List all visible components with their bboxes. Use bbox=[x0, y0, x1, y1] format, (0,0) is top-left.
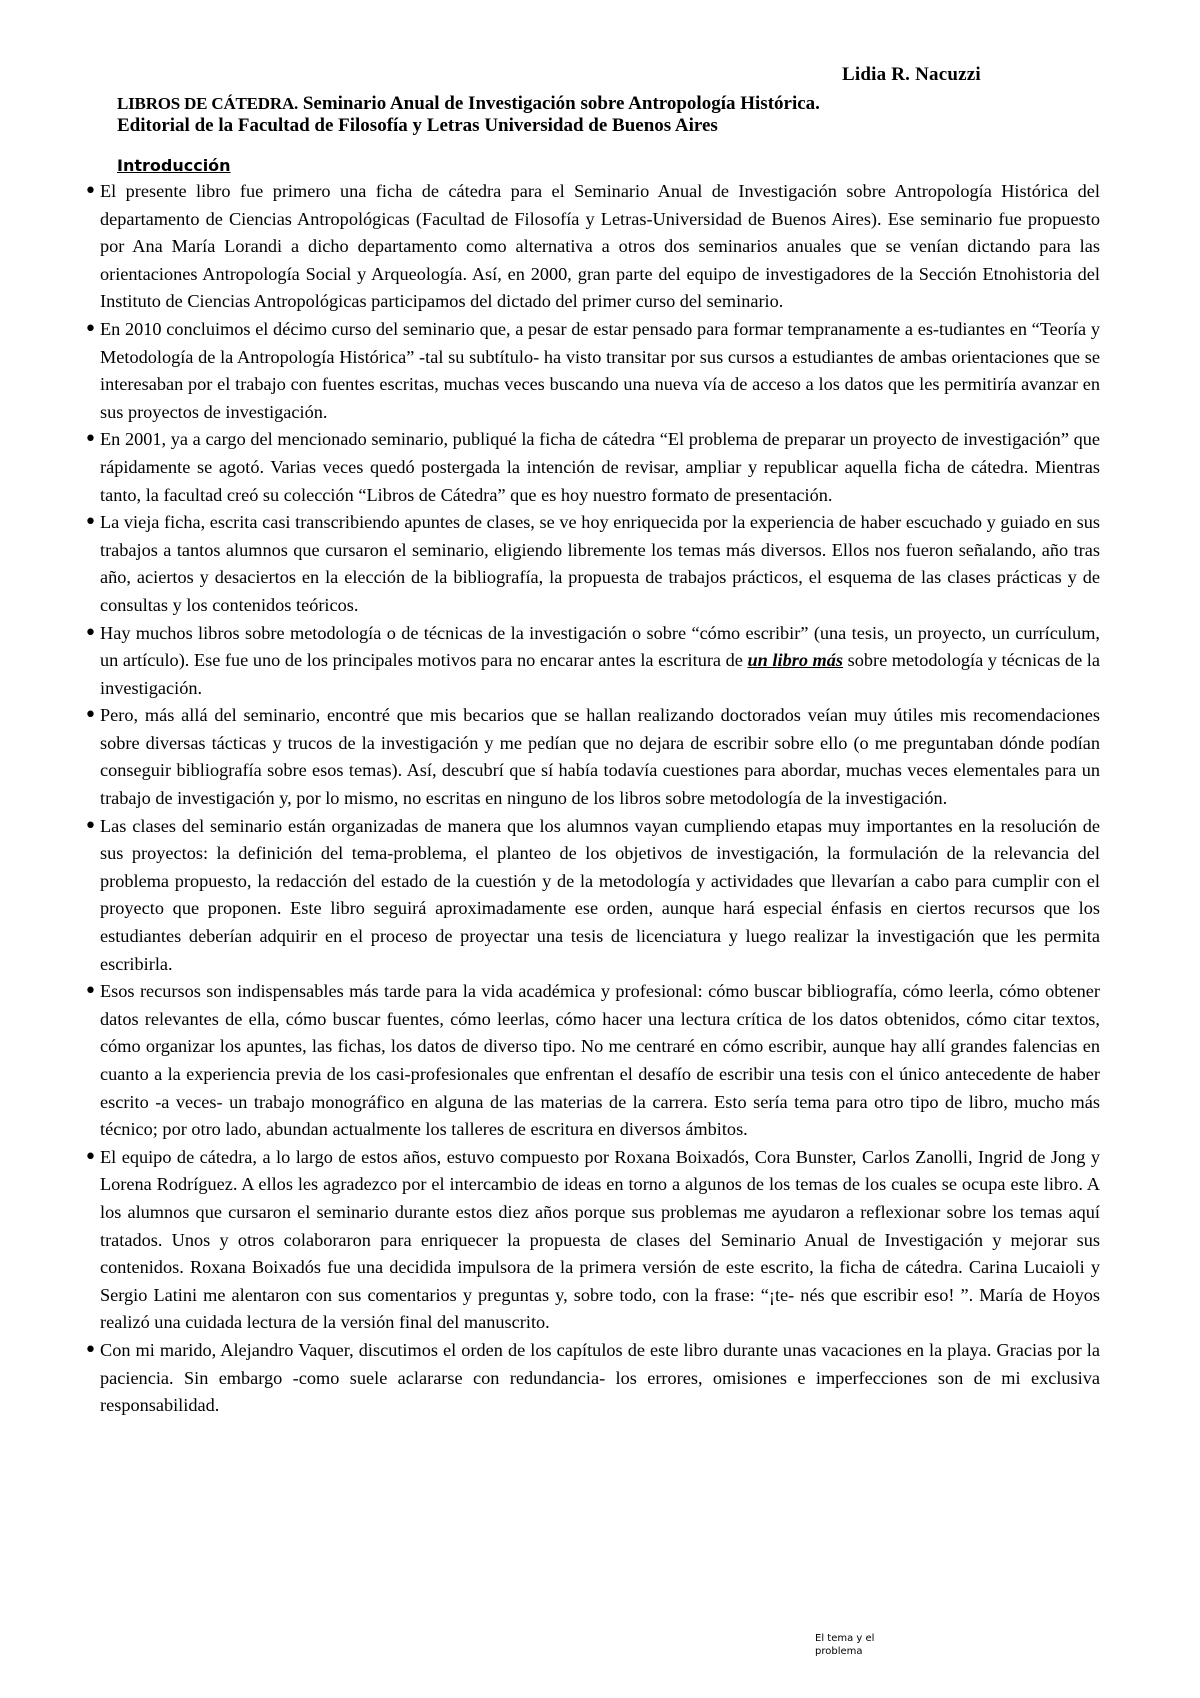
paragraph-1: • El presente libro fue primero una ficha de cátedra para el Seminario Anual de Investigación sobre Antropología Histórica del departamento de Ciencias Antropológicas (Facultad de Filosofía y Letras-Universidad de Buenos Aires). Ese seminario fue propuesto por Ana María Lorandi a dicho departamento como alternativa a otros dos seminarios anuales que se venían dictando para las orientaciones Antropología Social y Arqueología. Así, en 2000, gran parte del equipo de investigadores de la Sección Etnohistoria del Instituto de Ciencias Antropológicas participamos del dictado del primer curso del seminario. bbox=[84, 178, 1100, 316]
paragraph-5-text-end: sobre metodología y técnicas de la investigación. bbox=[100, 650, 1100, 698]
paragraph-6: • Pero, más allá del seminario, encontré que mis becarios que se hallan realizando doctorados veían muy útiles mis recomendaciones sobre diversas tácticas y trucos de la investigación y me pedían que no dejara de escribir sobre ello (o me preguntaban dónde podían conseguir bibliografía sobre esos temas). Así, descubrí que sí había todavía cuestiones para abordar, muchas veces elementales para un trabajo de investigación y, por lo mismo, no escritas en ninguno de los libros sobre metodología de la investigación. bbox=[84, 702, 1100, 812]
seminar-title: Seminario Anual de Investigación sobre Antropología Histórica. bbox=[298, 93, 820, 114]
paragraph-4: • La vieja ficha, escrita casi transcribiendo apuntes de clases, se ve hoy enriquecida por la experiencia de haber escuchado y guiado en sus trabajos a tantos alumnos que cursaron el seminario, eligiendo libremente los temas más diversos. Ellos nos fueron señalando, año tras año, aciertos y desaciertos en la elección de la bibliografía, la propuesta de trabajos prácticos, el esquema de las clases prácticas y de consultas y los contenidos teóricos. bbox=[84, 509, 1100, 619]
publisher-line: Editorial de la Facultad de Filosofía y Letras Universidad de Buenos Aires bbox=[117, 115, 718, 136]
paragraph-2: • En 2010 concluimos el décimo curso del seminario que, a pesar de estar pensado para formar tempranamente a es-tudiantes en “Teoría y Metodología de la Antropología Histórica” -tal su subtítulo- ha visto transitar por sus cursos a estudiantes de ambas orientaciones que se interesaban por el trabajo con fuentes escritas, muchas veces buscando una nueva vía de acceso a los datos que les permitiría avanzar en sus proyectos de investigación. bbox=[84, 316, 1100, 426]
paragraph-3: • En 2001, ya a cargo del mencionado seminario, publiqué la ficha de cátedra “El problema de preparar un proyecto de investigación” que rápidamente se agotó. Varias veces quedó postergada la intención de revisar, ampliar y republicar aquella ficha de cátedra. Mientras tanto, la facultad creó su colección “Libros de Cátedra” que es hoy nuestro formato de presentación. bbox=[84, 426, 1100, 509]
author-name: Lidia R. Nacuzzi bbox=[842, 64, 981, 85]
paragraph-8: • Esos recursos son indispensables más tarde para la vida académica y profesional: cómo buscar bibliografía, cómo leerla, cómo obtener datos relevantes de ella, cómo buscar fuentes, cómo leerlas, cómo hacer una lectura crítica de los datos obtenidos, cómo citar textos, cómo organizar los apuntes, las fichas, los datos de diverso tipo. No me centraré en cómo escribir, aunque hay allí grandes falencias en cuanto a la experiencia previa de los casi-profesionales que enfrentan el desafío de escribir una tesis con el único antecedente de haber escrito -a veces- un trabajo monográfico en alguna de las materias de la carrera. Esto sería tema para otro tipo de libro, mucho más técnico; por otro lado, abundan actualmente los talleres de escritura en diversos ámbitos. bbox=[84, 978, 1100, 1144]
footer-note: El tema y el problema bbox=[815, 1633, 875, 1657]
series-label: LIBROS DE CÁTEDRA. bbox=[117, 94, 299, 113]
paragraph-7: • Las clases del seminario están organizadas de manera que los alumnos vayan cumpliendo etapas muy importantes en la resolución de sus proyectos: la definición del tema-problema, el planteo de los objetivos de investigación, la formulación de la relevancia del problema propuesto, la redacción del estado de la cuestión y de la metodología y actividades que llevarían a cabo para cumplir con el proyecto que proponen. Este libro seguirá aproximadamente ese orden, aunque hará especial énfasis en ciertos recursos que los estudiantes deberían adquirir en el proceso de proyectar una tesis de licenciatura y luego realizar la investigación que les permita escribirla. bbox=[84, 813, 1100, 979]
paragraph-10: • Con mi marido, Alejandro Vaquer, discutimos el orden de los capítulos de este libro durante unas vacaciones en la playa. Gracias por la paciencia. Sin embargo -como suele aclararse con redundancia- los errores, omisiones e imperfecciones son de mi exclusiva responsabilidad. bbox=[84, 1337, 1100, 1420]
paragraph-5-text-start: Hay muchos libros sobre metodología o de técnicas de la investigación o sobre “cómo escribir” (una tesis, un proyecto, un currículum, un artículo). Ese fue uno de los principales motivos para no encarar antes la escritura de bbox=[100, 622, 1100, 671]
body-paragraph-list bbox=[84, 178, 1100, 1420]
paragraph-5 bbox=[84, 620, 1100, 703]
paragraph-9: • El equipo de cátedra, a lo largo de estos años, estuvo compuesto por Roxana Boixadós, Cora Bunster, Carlos Zanolli, Ingrid de Jong y Lorena Rodríguez. A ellos les agradezco por el intercambio de ideas en torno a algunos de los temas de los cuales se ocupa este libro. A los alumnos que cursaron el seminario durante estos diez años porque sus problemas me ayudaron a reflexionar sobre los temas aquí tratados. Unos y otros colaboraron para enriquecer la propuesta de clases del Seminario Anual de Investigación y mejorar sus contenidos. Roxana Boixadós fue una decidida impulsora de la primera versión de este escrito, la ficha de cátedra. Carina Lucaioli y Sergio Latini me alentaron con sus comentarios y preguntas y, sobre todo, con la frase: “¡te- nés que escribir eso! ”. María de Hoyos realizó una cuidada lectura de la versión final del manuscrito. bbox=[84, 1144, 1100, 1337]
emphasized-phrase: un libro más bbox=[747, 650, 844, 671]
section-heading: Introducción bbox=[117, 156, 231, 175]
document-title bbox=[117, 93, 820, 115]
